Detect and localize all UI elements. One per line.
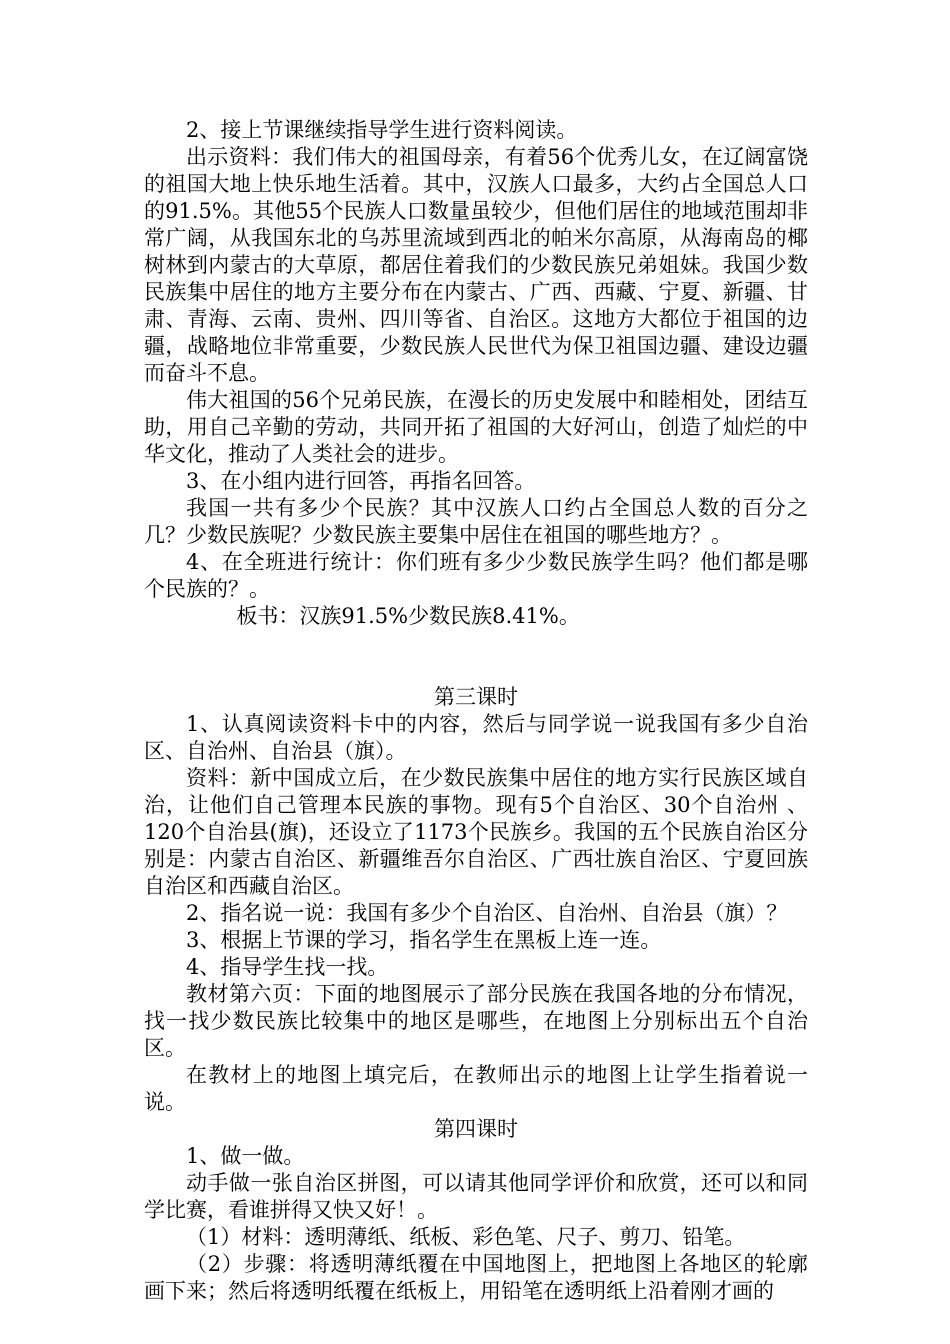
paragraph-l3-step-4: 4、指导学生找一找。 xyxy=(186,955,389,979)
paragraph-material-intro: 出示资料：我们伟大的祖国母亲，有着56个优秀儿女，在辽阔富饶的祖国大地上快乐地生活着。其中，汉族人口最多，大约占全国总人口的91.5%。其他55个民族人口数量虽较少，但他们居住的地域范围却非常广阔，从我国东北的乌苏里流域到西北的帕米尔高原，从海南岛的椰树林到内蒙古的大草原，都居住着我们的少数民族兄弟姐妹。我国少数民族集中居住的地方主要分布在内蒙古、广西、西藏、宁夏、新疆、甘肃、青海、云南、贵州、四川等省、自治区。这地方大都位于祖国的边疆，战略地位非常重要，少数民族人民世代为保卫祖国边疆、建设边疆而奋斗不息。 xyxy=(144,145,808,385)
paragraph-l3-material: 资料：新中国成立后，在少数民族集中居住的地方实行民族区域自治，让他们自己管理本民族的事物。现有5个自治区、30个自治州 、120个自治县(旗)，还设立了1173个民族乡。我国的五个民族自治区分别是：内蒙古自治区、新疆维吾尔自治区、广西壮族自治区、宁夏回族自治区和西藏自治区。 xyxy=(144,766,808,898)
paragraph-step-4: 4、在全班进行统计：你们班有多少少数民族学生吗？他们都是哪个民族的？。 xyxy=(144,550,808,601)
document-page xyxy=(144,117,808,1305)
section-spacer xyxy=(144,630,808,684)
paragraph-step-3: 3、在小组内进行回答，再指名回答。 xyxy=(186,469,536,493)
paragraph-l4-materials: （1）材料：透明薄纸、纸板、彩色笔、尺子、剪刀、铅笔。 xyxy=(186,1225,746,1249)
paragraph-l3-map: 在教材上的地图上填完后，在教师出示的地图上让学生指着说一说。 xyxy=(144,1063,808,1114)
paragraph-questions: 我国一共有多少个民族？其中汉族人口约占全国总人数的百分之几？少数民族呢？少数民族主要集中居住在祖国的哪些地方？。 xyxy=(144,496,808,547)
lesson-3-title: 第三课时 xyxy=(434,685,518,709)
paragraph-56-nations: 伟大祖国的56个兄弟民族，在漫长的历史发展中和睦相处，团结互助，用自己辛勤的劳动，共同开拓了祖国的大好河山，创造了灿烂的中华文化，推动了人类社会的进步。 xyxy=(144,388,808,466)
paragraph-step-2: 2、接上节课继续指导学生进行资料阅读。 xyxy=(186,118,578,142)
paragraph-l3-step-2: 2、指名说一说：我国有多少个自治区、自治州、自治县（旗）？ xyxy=(186,901,788,925)
paragraph-l4-step-1: 1、做一做。 xyxy=(186,1144,305,1168)
paragraph-l3-step-3: 3、根据上节课的学习，指名学生在黑板上连一连。 xyxy=(186,928,662,952)
lesson-4-title: 第四课时 xyxy=(434,1117,518,1141)
paragraph-l3-textbook: 教材第六页：下面的地图展示了部分民族在我国各地的分布情况，找一找少数民族比较集中的地区是哪些，在地图上分别标出五个自治区。 xyxy=(144,982,808,1060)
paragraph-l4-puzzle: 动手做一张自治区拼图，可以请其他同学评价和欣赏，还可以和同学比赛，看谁拼得又快又好！。 xyxy=(144,1171,808,1222)
blackboard-summary: 板书：汉族91.5%少数民族8.41%。 xyxy=(236,604,580,628)
paragraph-l4-steps: （2）步骤：将透明薄纸覆在中国地图上，把地图上各地区的轮廓画下来；然后将透明纸覆在纸板上，用铅笔在透明纸上沿着刚才画的 xyxy=(144,1252,808,1303)
paragraph-l3-step-1: 1、认真阅读资料卡中的内容，然后与同学说一说我国有多少自治区、自治州、自治县（旗）。 xyxy=(144,712,808,763)
